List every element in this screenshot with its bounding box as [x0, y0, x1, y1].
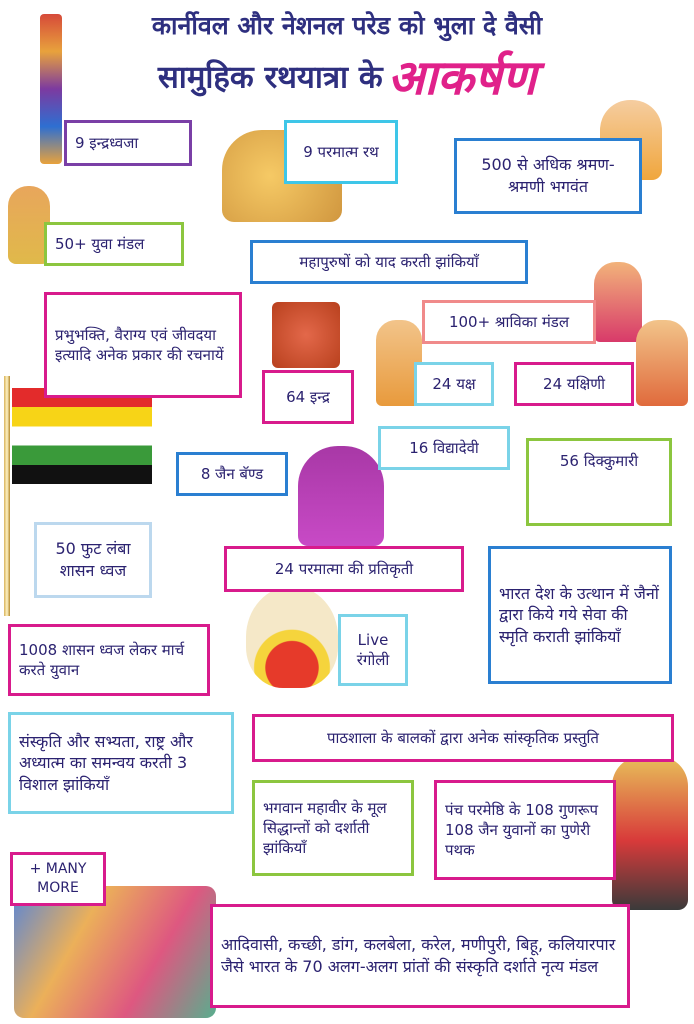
bharat-desh-box: भारत देश के उत्थान में जैनों द्वारा किये गये सेवा की स्मृति कराती झांकियाँ: [488, 546, 672, 684]
march-box: 1008 शासन ध्वज लेकर मार्च करते युवान: [8, 624, 210, 696]
yakshini-box: 24 यक्षिणी: [514, 362, 634, 406]
yakshini-illustration: [636, 320, 688, 406]
yaksh-box: 24 यक्ष: [414, 362, 494, 406]
jain-flag: [12, 388, 152, 484]
paramatma-rath-box: 9 परमात्म रथ: [284, 120, 398, 184]
pratikruti-box: 24 परमात्मा की प्रतिकृती: [224, 546, 464, 592]
header-highlight: आकर्षण: [387, 50, 537, 106]
prabhu-bhakti-box: प्रभुभक्ति, वैराग्य एवं जीवदया इत्यादि अनेक प्रकार की रचनायें: [44, 292, 242, 398]
mahavir-box: भगवान महावीर के मूल सिद्धान्तों को दर्शाती झांकियाँ: [252, 780, 414, 876]
jain-band-box: 8 जैन बॅण्ड: [176, 452, 288, 496]
header-line-2: [0, 44, 694, 109]
shravika-box: 100+ श्राविका मंडल: [422, 300, 596, 344]
header-line-2-text: सामुहिक रथयात्रा के: [157, 59, 383, 96]
flag-pole: [4, 376, 10, 616]
indradhvaja-illustration: [40, 14, 62, 164]
many-more-box: + MANY MORE: [10, 852, 106, 906]
puneri-box: पंच परमेष्ठि के 108 गुणरूप 108 जैन युवानों का पुणेरी पथक: [434, 780, 616, 880]
dikkumari-box: 56 दिक्कुमारी: [526, 438, 672, 526]
indra-box: 64 इन्द्र: [262, 370, 354, 424]
shasan-dhvaj-box: 50 फुट लंबा शासन ध्वज: [34, 522, 152, 598]
yuva-mandal-box: 50+ युवा मंडल: [44, 222, 184, 266]
rangoli-box: Live रंगोली: [338, 614, 408, 686]
rangoli-illustration: [246, 586, 338, 688]
shraman-box: 500 से अधिक श्रमण-श्रमणी भगवंत: [454, 138, 642, 214]
vidyadevi-box: 16 विद्यादेवी: [378, 426, 510, 470]
dhol-player-illustration: [612, 756, 688, 910]
indra-illustration: [272, 302, 340, 368]
shravika-illustration: [594, 262, 642, 342]
header-line-1: कार्नीवल और नेशनल परेड को भुला दे वैसी: [151, 11, 543, 40]
tirthankar-statue: [298, 446, 384, 546]
pathshala-box: पाठशाला के बालकों द्वारा अनेक सांस्कृतिक प्रस्तुति: [252, 714, 674, 762]
nrutya-box: आदिवासी, कच्छी, डांग, कलबेला, करेल, मणीपुरी, बिहू, कलियारपार जैसे भारत के 70 अलग-अलग प्रांतों की संस्कृति दर्शाते नृत्य मंडल: [210, 904, 630, 1008]
indradhvaja-box: 9 इन्द्रध्वजा: [64, 120, 192, 166]
sanskruti-box: संस्कृति और सभ्यता, राष्ट्र और अध्यात्म का समन्वय करती 3 विशाल झांकियाँ: [8, 712, 234, 814]
mahapurush-box: महापुरुषों को याद करती झांकियाँ: [250, 240, 528, 284]
